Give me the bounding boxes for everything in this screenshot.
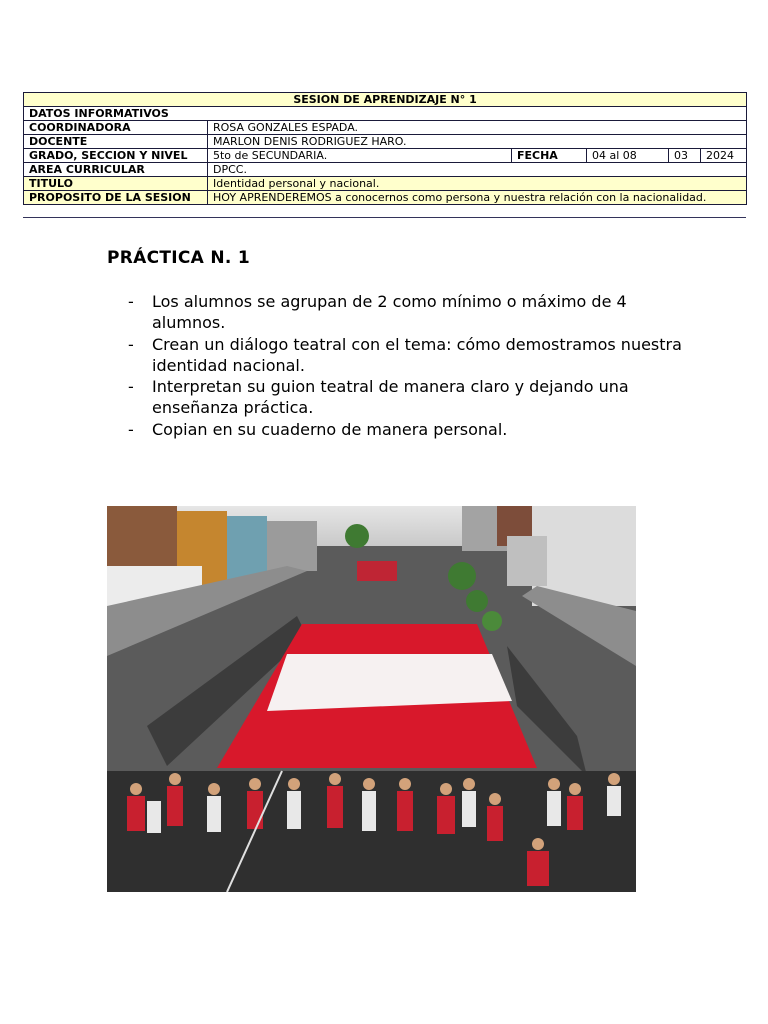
area-label: AREA CURRICULAR (24, 163, 208, 177)
task-text: Crean un diálogo teatral con el tema: cómo demostramos nuestra identidad nacional. (152, 334, 682, 375)
bullet-dash: - (128, 419, 134, 439)
date-days: 04 al 08 (587, 149, 669, 163)
teacher-value: MARLON DENIS RODRIGUEZ HARO. (208, 135, 747, 149)
topic-value: Identidad personal y nacional. (208, 177, 747, 191)
coordinator-row (24, 121, 747, 135)
coordinator-value: ROSA GONZALES ESPADA. (208, 121, 747, 135)
session-title-row (24, 93, 747, 107)
purpose-row (24, 191, 747, 205)
area-row (24, 163, 747, 177)
task-text: Copian en su cuaderno de manera personal. (152, 419, 508, 439)
bullet-dash: - (128, 292, 134, 311)
list-item (128, 419, 688, 440)
header-divider (23, 217, 746, 218)
date-year: 2024 (701, 149, 747, 163)
date-label: FECHA (512, 149, 587, 163)
topic-label: TITULO (24, 177, 208, 191)
date-month: 03 (669, 149, 701, 163)
list-item (128, 376, 688, 419)
bullet-dash: - (128, 334, 134, 354)
coordinator-label: COORDINADORA (24, 121, 208, 135)
task-text: Interpretan su guion teatral de manera claro y dejando una enseñanza práctica. (152, 377, 629, 418)
task-list (128, 291, 688, 440)
purpose-value: HOY APRENDEREMOS a conocernos como persona y nuestra relación con la nacionalidad. (208, 191, 747, 205)
purpose-label: PROPOSITO DE LA SESION (24, 191, 208, 205)
bullet-dash: - (128, 377, 134, 397)
section-header: DATOS INFORMATIVOS (24, 107, 747, 121)
task-text: Los alumnos se agrupan de 2 como mínimo o máximo de 4 alumnos. (152, 292, 627, 333)
session-info-table (23, 92, 747, 205)
teacher-row (24, 135, 747, 149)
section-header-row (24, 107, 747, 121)
topic-row (24, 177, 747, 191)
grade-label: GRADO, SECCION Y NIVEL (24, 149, 208, 163)
area-value: DPCC. (208, 163, 747, 177)
teacher-label: DOCENTE (24, 135, 208, 149)
flag-parade-photo (107, 506, 636, 892)
grade-value: 5to de SECUNDARIA. (208, 149, 512, 163)
practice-title: PRÁCTICA N. 1 (107, 248, 250, 268)
list-item (128, 334, 688, 377)
grade-row (24, 149, 747, 163)
list-item (128, 291, 688, 334)
session-title: SESION DE APRENDIZAJE N° 1 (24, 93, 747, 107)
